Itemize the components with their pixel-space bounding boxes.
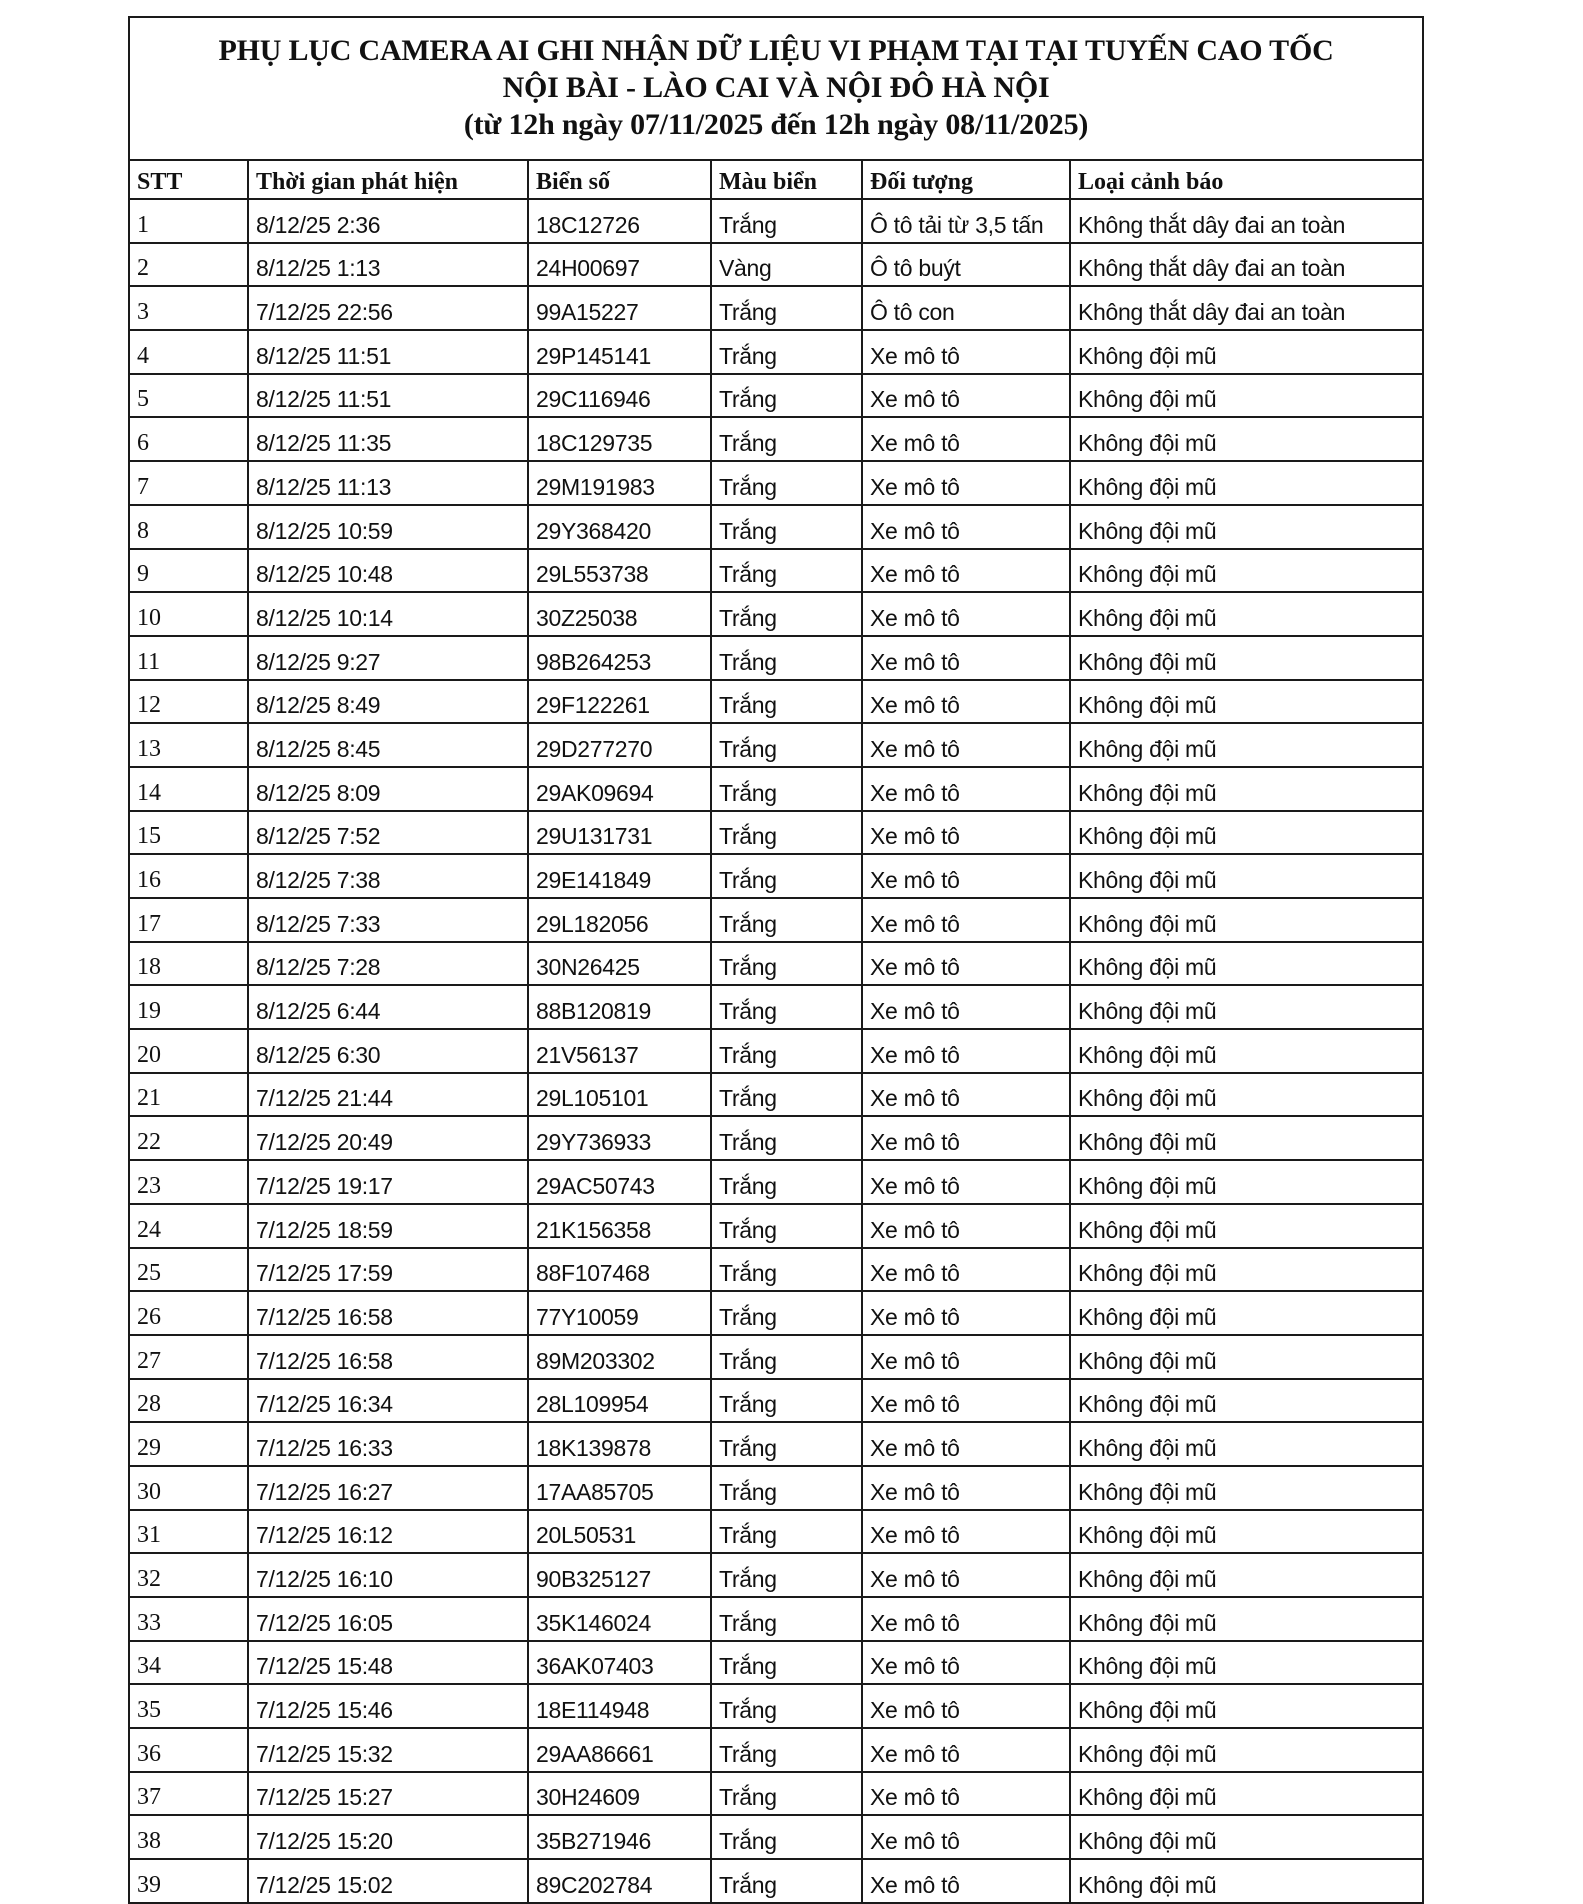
cell-license-plate: 29M191983 [528,461,711,505]
cell-stt: 11 [130,636,248,680]
cell-warning-type: Không đội mũ [1070,1335,1422,1379]
cell-detection-time: 8/12/25 6:44 [248,985,528,1029]
cell-vehicle-type: Xe mô tô [862,1641,1070,1685]
cell-vehicle-type: Xe mô tô [862,1160,1070,1204]
cell-warning-type: Không đội mũ [1070,854,1422,898]
table-row [130,1029,1422,1073]
cell-warning-type: Không đội mũ [1070,1422,1422,1466]
cell-license-plate: 29U131731 [528,811,711,855]
cell-warning-type: Không đội mũ [1070,985,1422,1029]
table-row [130,1815,1422,1859]
cell-plate-color: Trắng [711,985,862,1029]
cell-detection-time: 8/12/25 7:38 [248,854,528,898]
cell-warning-type: Không đội mũ [1070,1728,1422,1772]
cell-warning-type: Không đội mũ [1070,1466,1422,1510]
cell-license-plate: 36AK07403 [528,1641,711,1685]
table-row [130,1248,1422,1292]
table-row [130,505,1422,549]
cell-detection-time: 7/12/25 15:20 [248,1815,528,1859]
cell-detection-time: 7/12/25 16:58 [248,1335,528,1379]
cell-warning-type: Không đội mũ [1070,461,1422,505]
cell-warning-type: Không đội mũ [1070,1379,1422,1423]
table-row [130,854,1422,898]
cell-stt: 14 [130,767,248,811]
table-row [130,1073,1422,1117]
cell-plate-color: Trắng [711,767,862,811]
cell-vehicle-type: Xe mô tô [862,1859,1070,1902]
cell-detection-time: 7/12/25 15:32 [248,1728,528,1772]
cell-license-plate: 21K156358 [528,1204,711,1248]
cell-stt: 2 [130,243,248,287]
cell-license-plate: 24H00697 [528,243,711,287]
table-row [130,811,1422,855]
cell-vehicle-type: Xe mô tô [862,1815,1070,1859]
table-row [130,942,1422,986]
cell-plate-color: Trắng [711,549,862,593]
cell-license-plate: 29D277270 [528,723,711,767]
cell-stt: 5 [130,374,248,418]
cell-stt: 3 [130,286,248,330]
cell-detection-time: 7/12/25 16:34 [248,1379,528,1423]
cell-vehicle-type: Xe mô tô [862,330,1070,374]
cell-license-plate: 18C12726 [528,199,711,243]
cell-stt: 38 [130,1815,248,1859]
cell-stt: 19 [130,985,248,1029]
cell-license-plate: 89C202784 [528,1859,711,1902]
table-header-row [130,161,1422,199]
header-vehicle-type: Đối tượng [862,161,1070,199]
cell-vehicle-type: Xe mô tô [862,1379,1070,1423]
cell-vehicle-type: Xe mô tô [862,1073,1070,1117]
cell-warning-type: Không đội mũ [1070,505,1422,549]
cell-warning-type: Không đội mũ [1070,1510,1422,1554]
cell-detection-time: 8/12/25 8:09 [248,767,528,811]
cell-license-plate: 29Y368420 [528,505,711,549]
cell-vehicle-type: Xe mô tô [862,898,1070,942]
cell-warning-type: Không đội mũ [1070,767,1422,811]
violations-table [130,161,1422,1902]
cell-license-plate: 98B264253 [528,636,711,680]
cell-vehicle-type: Xe mô tô [862,1335,1070,1379]
cell-vehicle-type: Xe mô tô [862,461,1070,505]
cell-stt: 22 [130,1116,248,1160]
cell-stt: 20 [130,1029,248,1073]
cell-stt: 25 [130,1248,248,1292]
cell-warning-type: Không đội mũ [1070,1553,1422,1597]
cell-stt: 17 [130,898,248,942]
cell-warning-type: Không thắt dây đai an toàn [1070,286,1422,330]
cell-plate-color: Trắng [711,1291,862,1335]
cell-detection-time: 7/12/25 21:44 [248,1073,528,1117]
table-row [130,286,1422,330]
cell-stt: 33 [130,1597,248,1641]
cell-vehicle-type: Xe mô tô [862,1291,1070,1335]
cell-license-plate: 99A15227 [528,286,711,330]
cell-stt: 21 [130,1073,248,1117]
cell-vehicle-type: Xe mô tô [862,1029,1070,1073]
cell-stt: 7 [130,461,248,505]
table-body [130,199,1422,1902]
table-row [130,1510,1422,1554]
cell-plate-color: Vàng [711,243,862,287]
cell-stt: 16 [130,854,248,898]
cell-detection-time: 7/12/25 15:46 [248,1684,528,1728]
table-row [130,1728,1422,1772]
cell-stt: 10 [130,592,248,636]
cell-detection-time: 8/12/25 11:35 [248,417,528,461]
table-row [130,199,1422,243]
cell-license-plate: 77Y10059 [528,1291,711,1335]
cell-warning-type: Không đội mũ [1070,417,1422,461]
cell-stt: 39 [130,1859,248,1902]
cell-license-plate: 29L105101 [528,1073,711,1117]
cell-vehicle-type: Xe mô tô [862,549,1070,593]
cell-vehicle-type: Xe mô tô [862,723,1070,767]
cell-vehicle-type: Ô tô con [862,286,1070,330]
cell-detection-time: 8/12/25 11:51 [248,330,528,374]
cell-plate-color: Trắng [711,1510,862,1554]
table-row [130,723,1422,767]
cell-detection-time: 8/12/25 7:33 [248,898,528,942]
cell-plate-color: Trắng [711,1073,862,1117]
cell-license-plate: 29L182056 [528,898,711,942]
cell-license-plate: 30N26425 [528,942,711,986]
cell-warning-type: Không đội mũ [1070,680,1422,724]
header-stt: STT [130,161,248,199]
table-row [130,592,1422,636]
header-plate-color: Màu biển [711,161,862,199]
cell-license-plate: 29F122261 [528,680,711,724]
cell-warning-type: Không đội mũ [1070,1597,1422,1641]
cell-warning-type: Không đội mũ [1070,1116,1422,1160]
cell-warning-type: Không đội mũ [1070,549,1422,593]
cell-detection-time: 7/12/25 16:58 [248,1291,528,1335]
cell-license-plate: 18K139878 [528,1422,711,1466]
cell-plate-color: Trắng [711,1859,862,1902]
cell-detection-time: 8/12/25 11:51 [248,374,528,418]
cell-detection-time: 7/12/25 15:48 [248,1641,528,1685]
cell-vehicle-type: Xe mô tô [862,854,1070,898]
title-line-3-date-range: (từ 12h ngày 07/11/2025 đến 12h ngày 08/11/2025) [463,108,1089,141]
cell-warning-type: Không đội mũ [1070,1160,1422,1204]
cell-warning-type: Không đội mũ [1070,636,1422,680]
cell-license-plate: 29E141849 [528,854,711,898]
cell-plate-color: Trắng [711,505,862,549]
cell-vehicle-type: Xe mô tô [862,1204,1070,1248]
cell-plate-color: Trắng [711,636,862,680]
cell-warning-type: Không đội mũ [1070,1291,1422,1335]
cell-vehicle-type: Xe mô tô [862,1510,1070,1554]
cell-stt: 28 [130,1379,248,1423]
table-row [130,417,1422,461]
table-row [130,461,1422,505]
cell-license-plate: 20L50531 [528,1510,711,1554]
cell-stt: 36 [130,1728,248,1772]
cell-vehicle-type: Xe mô tô [862,505,1070,549]
cell-license-plate: 18C129735 [528,417,711,461]
table-row [130,1335,1422,1379]
cell-stt: 37 [130,1772,248,1816]
cell-stt: 29 [130,1422,248,1466]
cell-detection-time: 7/12/25 16:12 [248,1510,528,1554]
table-row [130,1772,1422,1816]
cell-license-plate: 17AA85705 [528,1466,711,1510]
cell-detection-time: 7/12/25 16:27 [248,1466,528,1510]
cell-vehicle-type: Xe mô tô [862,374,1070,418]
cell-vehicle-type: Xe mô tô [862,811,1070,855]
cell-plate-color: Trắng [711,1335,862,1379]
cell-license-plate: 29L553738 [528,549,711,593]
cell-detection-time: 7/12/25 16:33 [248,1422,528,1466]
cell-license-plate: 21V56137 [528,1029,711,1073]
cell-plate-color: Trắng [711,1204,862,1248]
table-row [130,1379,1422,1423]
cell-license-plate: 29P145141 [528,330,711,374]
cell-detection-time: 7/12/25 17:59 [248,1248,528,1292]
cell-plate-color: Trắng [711,199,862,243]
cell-stt: 30 [130,1466,248,1510]
cell-plate-color: Trắng [711,1728,862,1772]
cell-warning-type: Không thắt dây đai an toàn [1070,199,1422,243]
cell-license-plate: 35B271946 [528,1815,711,1859]
table-row [130,330,1422,374]
cell-vehicle-type: Xe mô tô [862,592,1070,636]
cell-plate-color: Trắng [711,942,862,986]
cell-plate-color: Trắng [711,417,862,461]
cell-stt: 35 [130,1684,248,1728]
cell-license-plate: 30Z25038 [528,592,711,636]
cell-vehicle-type: Xe mô tô [862,1248,1070,1292]
table-row [130,1116,1422,1160]
cell-stt: 26 [130,1291,248,1335]
cell-warning-type: Không đội mũ [1070,1204,1422,1248]
table-row [130,374,1422,418]
cell-plate-color: Trắng [711,898,862,942]
cell-license-plate: 29AA86661 [528,1728,711,1772]
cell-vehicle-type: Xe mô tô [862,680,1070,724]
cell-vehicle-type: Xe mô tô [862,985,1070,1029]
cell-detection-time: 8/12/25 7:28 [248,942,528,986]
cell-plate-color: Trắng [711,1248,862,1292]
cell-detection-time: 8/12/25 8:45 [248,723,528,767]
cell-stt: 18 [130,942,248,986]
cell-warning-type: Không đội mũ [1070,592,1422,636]
cell-vehicle-type: Ô tô tải từ 3,5 tấn [862,199,1070,243]
cell-license-plate: 29AK09694 [528,767,711,811]
cell-plate-color: Trắng [711,1029,862,1073]
violation-report-sheet [128,16,1424,1904]
cell-detection-time: 8/12/25 2:36 [248,199,528,243]
cell-plate-color: Trắng [711,1641,862,1685]
cell-warning-type: Không đội mũ [1070,330,1422,374]
cell-license-plate: 90B325127 [528,1553,711,1597]
cell-warning-type: Không đội mũ [1070,1859,1422,1902]
cell-detection-time: 8/12/25 10:59 [248,505,528,549]
cell-stt: 4 [130,330,248,374]
cell-vehicle-type: Xe mô tô [862,1553,1070,1597]
cell-license-plate: 30H24609 [528,1772,711,1816]
cell-license-plate: 88B120819 [528,985,711,1029]
cell-detection-time: 8/12/25 6:30 [248,1029,528,1073]
cell-stt: 15 [130,811,248,855]
cell-vehicle-type: Xe mô tô [862,1116,1070,1160]
cell-detection-time: 7/12/25 16:05 [248,1597,528,1641]
table-row [130,1641,1422,1685]
cell-warning-type: Không đội mũ [1070,1684,1422,1728]
cell-plate-color: Trắng [711,723,862,767]
cell-plate-color: Trắng [711,1553,862,1597]
cell-warning-type: Không đội mũ [1070,811,1422,855]
cell-plate-color: Trắng [711,1815,862,1859]
cell-plate-color: Trắng [711,854,862,898]
table-row [130,243,1422,287]
table-row [130,636,1422,680]
cell-warning-type: Không đội mũ [1070,1073,1422,1117]
cell-plate-color: Trắng [711,592,862,636]
cell-detection-time: 7/12/25 19:17 [248,1160,528,1204]
cell-detection-time: 8/12/25 8:49 [248,680,528,724]
cell-stt: 6 [130,417,248,461]
table-row [130,985,1422,1029]
cell-license-plate: 18E114948 [528,1684,711,1728]
cell-vehicle-type: Xe mô tô [862,636,1070,680]
table-row [130,549,1422,593]
table-row [130,767,1422,811]
table-row [130,1422,1422,1466]
cell-vehicle-type: Xe mô tô [862,1772,1070,1816]
cell-detection-time: 8/12/25 7:52 [248,811,528,855]
table-row [130,1597,1422,1641]
table-row [130,1160,1422,1204]
cell-plate-color: Trắng [711,1597,862,1641]
cell-warning-type: Không đội mũ [1070,374,1422,418]
cell-plate-color: Trắng [711,1772,862,1816]
cell-detection-time: 7/12/25 18:59 [248,1204,528,1248]
cell-license-plate: 28L109954 [528,1379,711,1423]
cell-license-plate: 29AC50743 [528,1160,711,1204]
cell-detection-time: 7/12/25 22:56 [248,286,528,330]
table-row [130,898,1422,942]
cell-detection-time: 8/12/25 1:13 [248,243,528,287]
cell-stt: 13 [130,723,248,767]
cell-license-plate: 88F107468 [528,1248,711,1292]
table-row [130,1684,1422,1728]
cell-detection-time: 7/12/25 16:10 [248,1553,528,1597]
cell-stt: 12 [130,680,248,724]
cell-vehicle-type: Xe mô tô [862,417,1070,461]
cell-plate-color: Trắng [711,461,862,505]
header-warning-type: Loại cảnh báo [1070,161,1422,199]
title-line-2: NỘI BÀI - LÀO CAI VÀ NỘI ĐÔ HÀ NỘI [502,71,1050,104]
cell-vehicle-type: Ô tô buýt [862,243,1070,287]
title-line-1: PHỤ LỤC CAMERA AI GHI NHẬN DỮ LIỆU VI PHẠM TẠI TẠI TUYẾN CAO TỐC [218,34,1334,67]
cell-license-plate: 89M203302 [528,1335,711,1379]
header-license-plate: Biển số [528,161,711,199]
cell-stt: 23 [130,1160,248,1204]
cell-detection-time: 8/12/25 10:48 [248,549,528,593]
table-row [130,1466,1422,1510]
table-row [130,1553,1422,1597]
cell-stt: 31 [130,1510,248,1554]
cell-warning-type: Không đội mũ [1070,723,1422,767]
cell-warning-type: Không đội mũ [1070,898,1422,942]
cell-detection-time: 8/12/25 9:27 [248,636,528,680]
cell-warning-type: Không đội mũ [1070,1248,1422,1292]
cell-stt: 1 [130,199,248,243]
cell-license-plate: 35K146024 [528,1597,711,1641]
header-detection-time: Thời gian phát hiện [248,161,528,199]
cell-plate-color: Trắng [711,680,862,724]
cell-plate-color: Trắng [711,1160,862,1204]
cell-stt: 27 [130,1335,248,1379]
cell-plate-color: Trắng [711,374,862,418]
cell-warning-type: Không đội mũ [1070,1029,1422,1073]
cell-stt: 34 [130,1641,248,1685]
cell-plate-color: Trắng [711,1379,862,1423]
cell-detection-time: 8/12/25 10:14 [248,592,528,636]
table-row [130,1859,1422,1902]
cell-vehicle-type: Xe mô tô [862,1684,1070,1728]
cell-warning-type: Không đội mũ [1070,1641,1422,1685]
cell-detection-time: 7/12/25 15:02 [248,1859,528,1902]
cell-vehicle-type: Xe mô tô [862,1466,1070,1510]
cell-vehicle-type: Xe mô tô [862,767,1070,811]
cell-plate-color: Trắng [711,1466,862,1510]
cell-stt: 9 [130,549,248,593]
cell-plate-color: Trắng [711,1422,862,1466]
table-row [130,1204,1422,1248]
cell-vehicle-type: Xe mô tô [862,942,1070,986]
cell-detection-time: 7/12/25 15:27 [248,1772,528,1816]
cell-license-plate: 29C116946 [528,374,711,418]
cell-warning-type: Không đội mũ [1070,942,1422,986]
cell-plate-color: Trắng [711,286,862,330]
cell-vehicle-type: Xe mô tô [862,1422,1070,1466]
cell-warning-type: Không đội mũ [1070,1815,1422,1859]
cell-vehicle-type: Xe mô tô [862,1728,1070,1772]
cell-stt: 8 [130,505,248,549]
report-title [130,18,1422,161]
cell-vehicle-type: Xe mô tô [862,1597,1070,1641]
cell-plate-color: Trắng [711,1684,862,1728]
cell-stt: 24 [130,1204,248,1248]
cell-warning-type: Không thắt dây đai an toàn [1070,243,1422,287]
cell-plate-color: Trắng [711,811,862,855]
cell-license-plate: 29Y736933 [528,1116,711,1160]
cell-detection-time: 7/12/25 20:49 [248,1116,528,1160]
table-row [130,1291,1422,1335]
cell-warning-type: Không đội mũ [1070,1772,1422,1816]
table-row [130,680,1422,724]
cell-plate-color: Trắng [711,1116,862,1160]
cell-detection-time: 8/12/25 11:13 [248,461,528,505]
cell-plate-color: Trắng [711,330,862,374]
cell-stt: 32 [130,1553,248,1597]
